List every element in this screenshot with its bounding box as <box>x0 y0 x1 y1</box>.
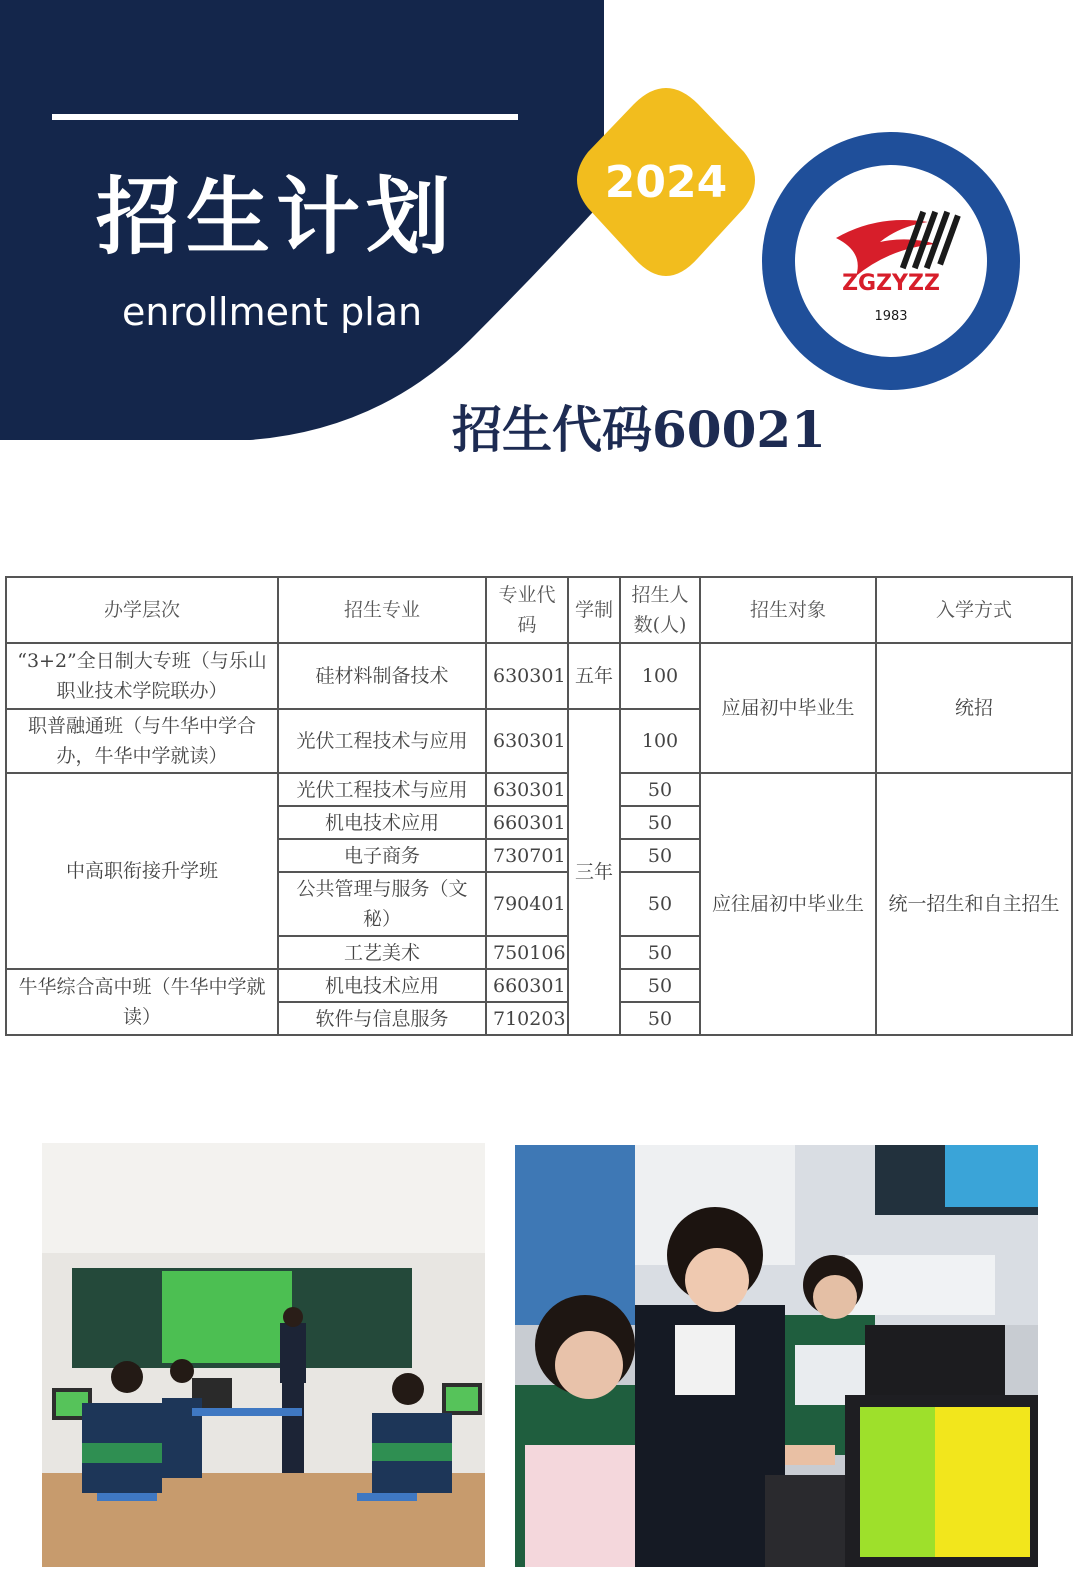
code-cell: 730701 <box>486 839 568 872</box>
code-cell: 790401 <box>486 872 568 936</box>
code-cell: 630301 <box>486 643 568 709</box>
code-cell: 750106 <box>486 936 568 969</box>
table-row <box>6 773 1072 806</box>
table-row <box>6 643 1072 709</box>
major-cell: 软件与信息服务 <box>278 1002 486 1035</box>
header-count: 招生人数(人) <box>620 577 700 643</box>
table-header-row <box>6 577 1072 643</box>
page-title: 招生计划 <box>96 168 457 266</box>
count-cell: 50 <box>620 936 700 969</box>
major-cell: 工艺美术 <box>278 936 486 969</box>
level-cell: 牛华综合高中班（牛华中学就读） <box>6 969 278 1035</box>
major-cell: 光伏工程技术与应用 <box>278 773 486 806</box>
major-cell: 硅材料制备技术 <box>278 643 486 709</box>
major-cell: 光伏工程技术与应用 <box>278 709 486 773</box>
header-level: 办学层次 <box>6 577 278 643</box>
level-cell: 职普融通班（与牛华中学合办，牛华中学就读） <box>6 709 278 773</box>
classroom-photo <box>42 1143 485 1567</box>
count-cell: 100 <box>620 709 700 773</box>
count-cell: 50 <box>620 1002 700 1035</box>
header-target: 招生对象 <box>700 577 876 643</box>
target-cell: 应往届初中毕业生 <box>700 773 876 1035</box>
major-cell: 电子商务 <box>278 839 486 872</box>
header-admission: 入学方式 <box>876 577 1072 643</box>
count-cell: 50 <box>620 969 700 1002</box>
school-logo <box>760 130 1022 392</box>
target-cell: 应届初中毕业生 <box>700 643 876 773</box>
year-text: 2024 <box>604 157 728 208</box>
logo-abbr: ZGZYZZ <box>842 271 940 296</box>
enrollment-table <box>5 576 1073 1036</box>
count-cell: 50 <box>620 806 700 839</box>
year-badge <box>566 80 766 285</box>
code-cell: 660301 <box>486 806 568 839</box>
count-cell: 50 <box>620 872 700 936</box>
code-cell: 630301 <box>486 773 568 806</box>
level-cell: 中高职衔接升学班 <box>6 773 278 969</box>
major-cell: 机电技术应用 <box>278 806 486 839</box>
code-cell: 660301 <box>486 969 568 1002</box>
hero-banner <box>0 0 1080 470</box>
title-rule <box>52 114 518 120</box>
enrollment-code: 招生代码60021 <box>452 400 826 459</box>
major-cell: 机电技术应用 <box>278 969 486 1002</box>
count-cell: 50 <box>620 773 700 806</box>
header-duration: 学制 <box>568 577 620 643</box>
page-subtitle: enrollment plan <box>122 290 423 334</box>
code-cell: 630301 <box>486 709 568 773</box>
level-cell: “3+2”全日制大专班（与乐山职业技术学院联办） <box>6 643 278 709</box>
duration-cell: 五年 <box>568 643 620 709</box>
count-cell: 50 <box>620 839 700 872</box>
logo-year: 1983 <box>874 309 908 324</box>
admission-cell: 统招 <box>876 643 1072 773</box>
count-cell: 100 <box>620 643 700 709</box>
duration-cell: 三年 <box>568 709 620 1035</box>
admission-cell: 统一招生和自主招生 <box>876 773 1072 1035</box>
header-code: 专业代码 <box>486 577 568 643</box>
header-major: 招生专业 <box>278 577 486 643</box>
code-cell: 710203 <box>486 1002 568 1035</box>
computer-lab-photo <box>515 1145 1038 1567</box>
major-cell: 公共管理与服务（文秘） <box>278 872 486 936</box>
